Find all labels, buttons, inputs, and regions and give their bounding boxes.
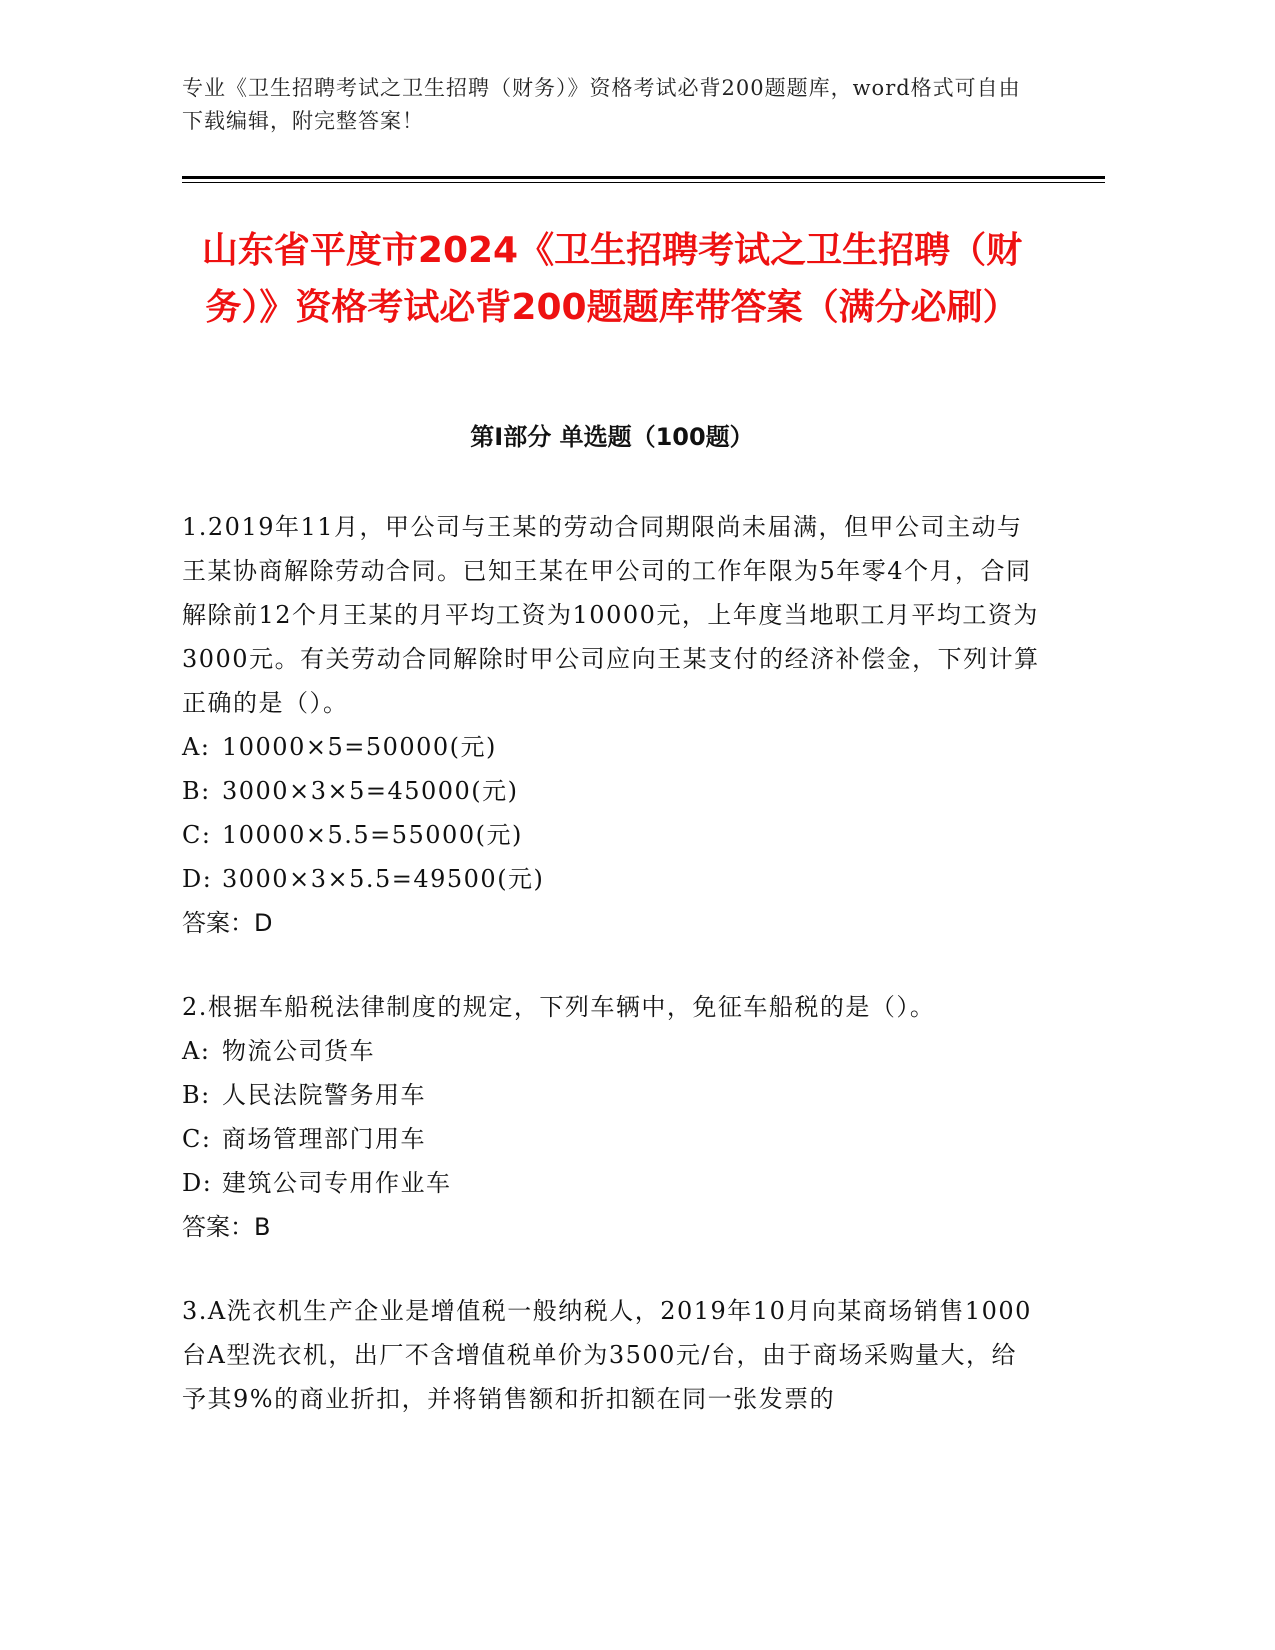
option-b (182, 769, 1042, 813)
option-text: 物流公司货车 (222, 1037, 375, 1065)
option-key: B: (182, 777, 211, 805)
question-stem: 1.2019年11月，甲公司与王某的劳动合同期限尚未届满，但甲公司主动与王某协商解除劳动合同。已知王某在甲公司的工作年限为5年零4个月，合同解除前12个月王某的月平均工资为10000元，上年度当地职工月平均工资为3000元。有关劳动合同解除时甲公司应向王某支付的经济补偿金，下列计算正确的是（）。 (182, 513, 1040, 717)
answer-line: 答案：D (182, 909, 273, 937)
option-d (182, 857, 1042, 901)
option-text: 10000×5.5=55000(元) (222, 821, 523, 849)
answer-line: 答案：B (182, 1213, 271, 1241)
option-key: A: (182, 733, 211, 761)
document-title: 山东省平度市2024《卫生招聘考试之卫生招聘（财务）》资格考试必背200题题库带答案（满分必刷） (201, 230, 1023, 328)
section-title: 第Ⅰ部分 单选题（100题） (470, 423, 754, 451)
option-c (182, 1117, 1042, 1161)
option-key: B: (182, 1081, 211, 1109)
question-3 (182, 1289, 1042, 1421)
option-key: C: (182, 1125, 212, 1153)
option-key: D: (182, 865, 213, 893)
option-a (182, 1029, 1042, 1073)
option-key: A: (182, 1037, 211, 1065)
question-1 (182, 505, 1042, 945)
option-d (182, 1161, 1042, 1205)
option-text: 10000×5=50000(元) (222, 733, 497, 761)
option-a (182, 725, 1042, 769)
header-divider-thin (182, 182, 1105, 183)
question-stem: 2.根据车船税法律制度的规定，下列车辆中，免征车船税的是（）。 (182, 993, 936, 1021)
option-key: C: (182, 821, 212, 849)
header-divider-thick (182, 176, 1105, 179)
header-note: 专业《卫生招聘考试之卫生招聘（财务）》资格考试必背200题题库，word格式可自由下载编辑，附完整答案！ (182, 76, 1021, 133)
option-text: 商场管理部门用车 (222, 1125, 426, 1153)
question-2 (182, 985, 1042, 1249)
option-text: 3000×3×5.5=49500(元) (222, 865, 545, 893)
option-text: 3000×3×5=45000(元) (222, 777, 519, 805)
option-key: D: (182, 1169, 213, 1197)
question-list (182, 505, 1042, 1461)
option-b (182, 1073, 1042, 1117)
option-text: 建筑公司专用作业车 (222, 1169, 452, 1197)
option-c (182, 813, 1042, 857)
question-stem: 3.A洗衣机生产企业是增值税一般纳税人，2019年10月向某商场销售1000台A型洗衣机，出厂不含增值税单价为3500元/台，由于商场采购量大，给予其9%的商业折扣，并将销售额和折扣额在同一张发票的 (182, 1297, 1032, 1413)
option-text: 人民法院警务用车 (222, 1081, 426, 1109)
